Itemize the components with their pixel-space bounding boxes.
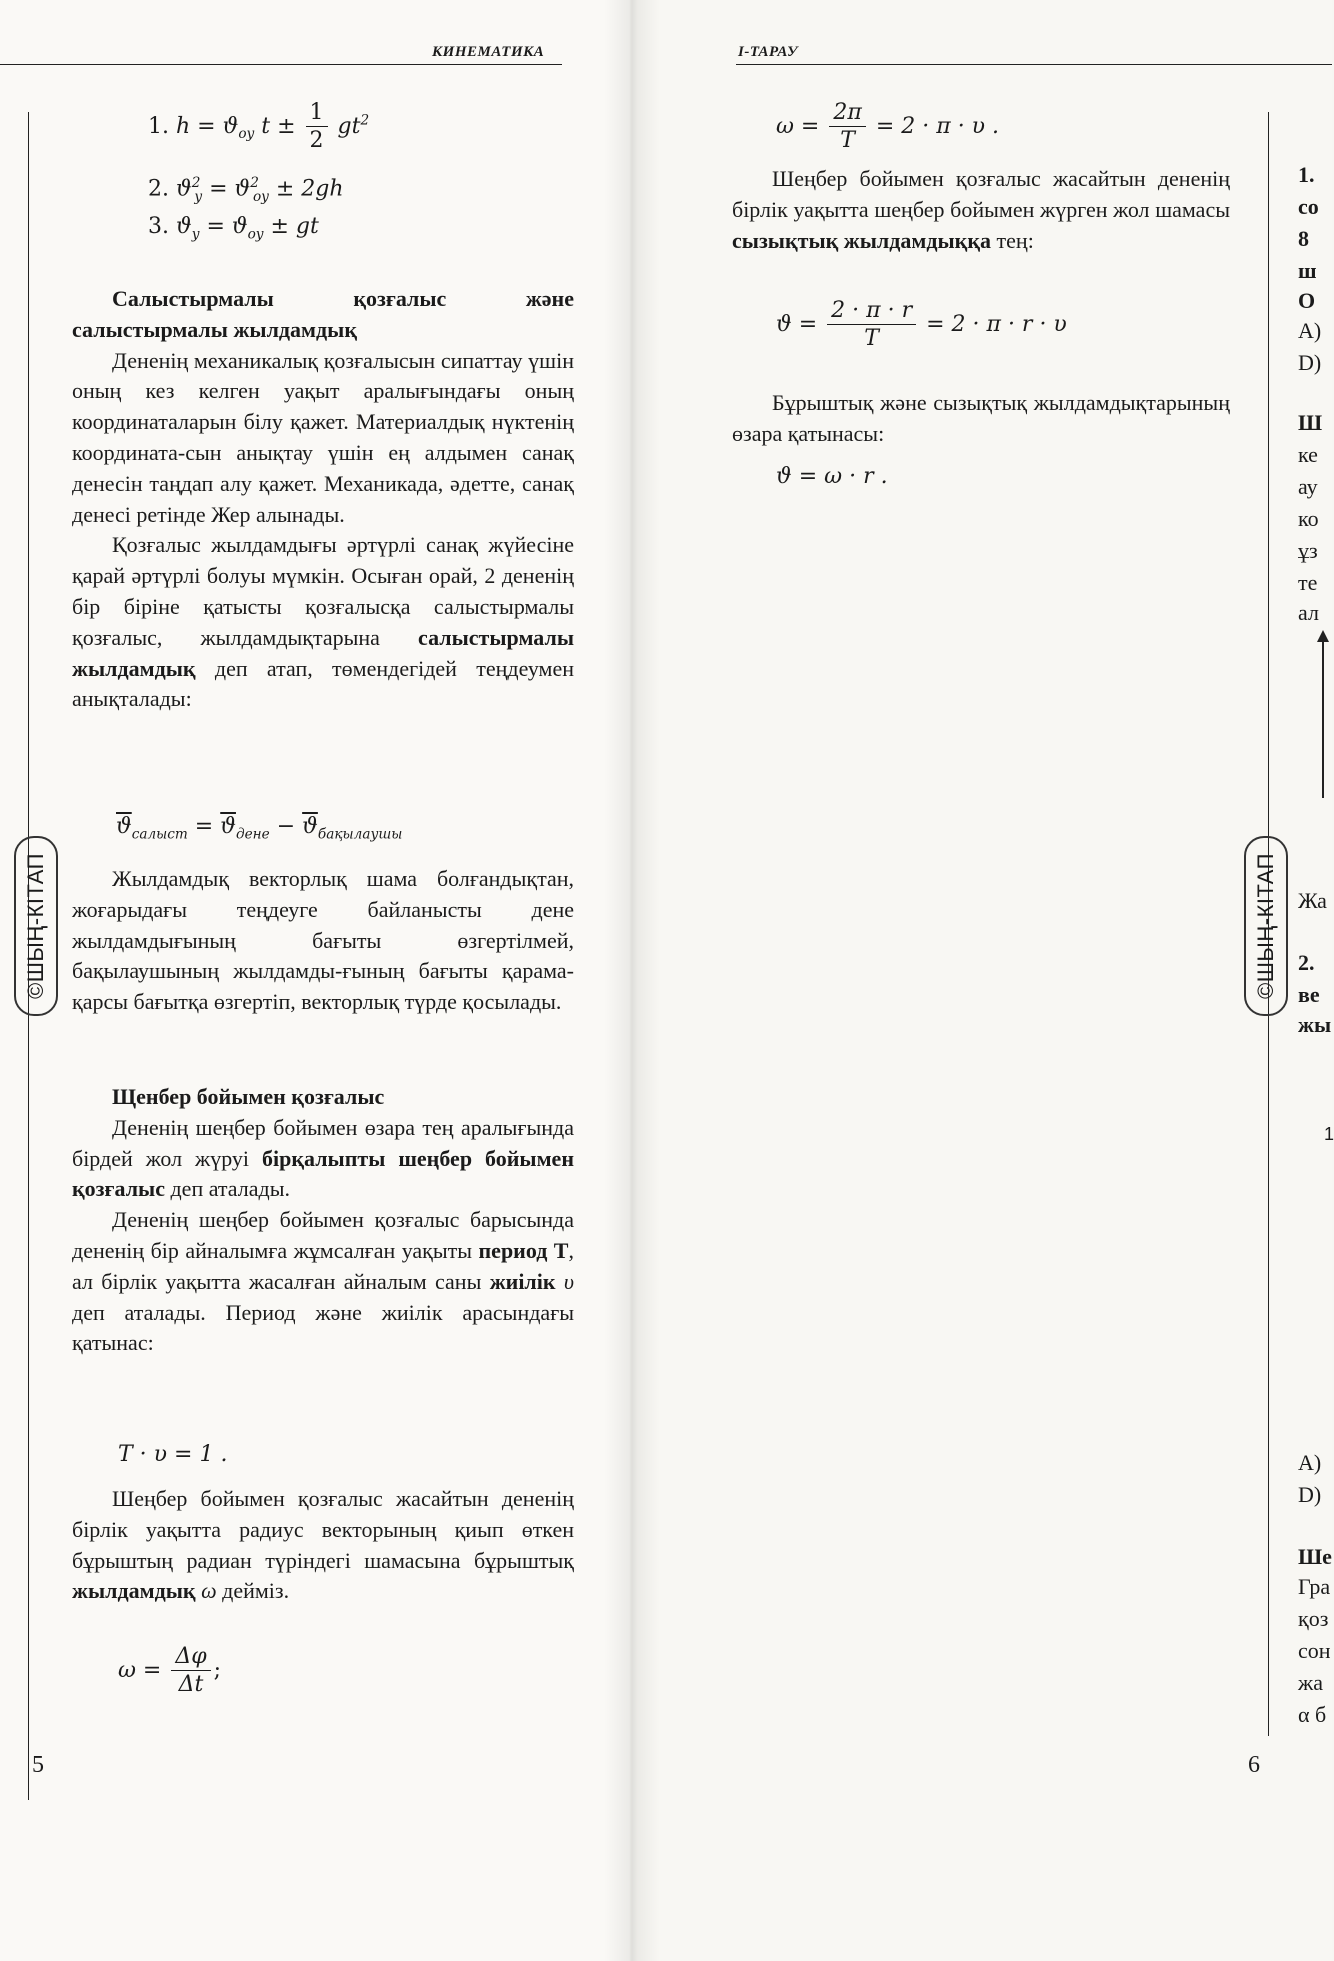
- formula-velocity: 3. $ϑ_y = ϑ_{оy}$ ± gt: [148, 214, 319, 243]
- clipped-fragment: О: [1298, 288, 1316, 313]
- right-running-head: І-ТАРАУ: [738, 44, 798, 60]
- clipped-fragment: D): [1298, 350, 1322, 375]
- section-linear-velocity: [732, 164, 1230, 256]
- formula-v-omega-r: ϑ = ω · r .: [776, 464, 888, 489]
- paragraph: Жылдамдық векторлық шама болғандықтан, жоғарыдағы теңдеуге байланысты дене жылдамдығының бағыты өзгертілмей, бақылаушының жылдамды-ғының бағыты қарама-қарсы бағытқа өзгертіп, векторлық түрде қосылады.: [72, 866, 574, 1015]
- section-relative-motion: [72, 284, 574, 715]
- paragraph: Дененің шеңбер бойымен қозғалыс барысында дененің бір айналымға жұмсалған уақыты период Т, ал бірлік уақытта жасалған айналым саны жиілік υ деп аталады. Период және жиілік арасындағы қатынас:: [72, 1207, 574, 1356]
- publisher-stamp-left: [14, 836, 58, 1016]
- clipped-fragment: 1.: [1298, 162, 1315, 187]
- clipped-fragment: Ше: [1298, 1544, 1332, 1569]
- paragraph: Шеңбер бойымен қозғалыс жасайтын дененің бірлік уақытта шеңбер бойымен жүрген жол шамасы сызықтық жылдамдыққа тең:: [732, 166, 1230, 253]
- clipped-fragment: жа: [1298, 1670, 1323, 1695]
- section-heading: Салыстырмалы қозғалыс және: [112, 286, 574, 311]
- publisher-stamp-right: [1244, 836, 1288, 1016]
- paragraph: Дененің механикалық қозғалысын сипаттау үшін оның кез келген уақыт аралығындағы оның координаталарын білу қажет. Материалдық нүктенің координата-сын анықтау үшін ең алдымен санақ денесін таңдап алу қажет. Механикада, әдетте, санақ денесі ретінде Жер алынады.: [72, 347, 574, 527]
- clipped-fragment: α б: [1298, 1702, 1327, 1727]
- clipped-fragment: Ш: [1298, 410, 1323, 435]
- next-page-clipped-text: [1298, 0, 1332, 1961]
- clipped-fragment: жы: [1298, 1012, 1332, 1037]
- clipped-figure-axis: [1322, 638, 1324, 798]
- clipped-fragment: ал: [1298, 600, 1319, 625]
- clipped-fragment: Гра: [1298, 1574, 1331, 1599]
- clipped-fragment: қоз: [1298, 1606, 1329, 1631]
- stamp-text: ©ШЫҢ-КІТАП: [1253, 853, 1278, 999]
- section-heading-line2: салыстырмалы жылдамдық: [72, 316, 358, 342]
- paragraph: Бұрыштық және сызықтық жылдамдықтарының өзара қатынасы:: [732, 390, 1230, 446]
- fraction-two-pi-over-t: $\frac{2\pi}{T}$: [829, 100, 865, 154]
- fraction-circumference-over-t: $\frac{2 \cdot \pi \cdot r}{T}$: [827, 298, 916, 352]
- right-header-rule: [736, 64, 1332, 65]
- right-page-number: 6: [1248, 1752, 1260, 1778]
- clipped-fragment: Жа: [1298, 888, 1327, 913]
- arrow-up-icon: [1317, 630, 1329, 642]
- formula-relative-velocity: $\overline{ϑ}_{салыст} = \overline{ϑ}_{дене} - \overline{ϑ}_{бақылаушы}$: [116, 814, 403, 843]
- fraction-one-half: $\frac{1}{2}$: [306, 100, 328, 154]
- left-running-head: КИНЕМАТИКА: [432, 44, 545, 60]
- left-header-rule: [0, 64, 562, 65]
- formula-omega-period: ω = $\frac{2\pi}{T}$ = 2 · π · υ .: [776, 100, 1000, 154]
- clipped-fragment: ұз: [1298, 538, 1318, 563]
- clipped-fragment: ке: [1298, 442, 1318, 467]
- paragraph: Шеңбер бойымен қозғалыс жасайтын дененің бірлік уақытта радиус векторының қиып өткен бұрыштың радиан түріндегі шамасына бұрыштық жылдамдық ω дейміз.: [72, 1486, 574, 1604]
- clipped-fragment: D): [1298, 1482, 1322, 1507]
- clipped-fragment: ко: [1298, 506, 1319, 531]
- formula-period-frequency: T · υ = 1 .: [118, 1442, 228, 1467]
- section-velocity-relation: [732, 388, 1230, 450]
- right-page: [630, 0, 1332, 1961]
- section-heading: Щенбер бойымен қозғалыс: [112, 1084, 385, 1109]
- clipped-fragment: те: [1298, 570, 1318, 595]
- clipped-fragment: 2.: [1298, 950, 1315, 975]
- clipped-fragment: ве: [1298, 982, 1320, 1007]
- fraction-delta: $\frac{\Delta\varphi}{\Delta t}$: [171, 1644, 210, 1698]
- paragraph: Қозғалыс жылдамдығы әртүрлі санақ жүйесіне қарай әртүрлі болуы мүмкін. Осыған орай, 2 дененің бір біріне қатысты қозғалысқа салыстырмалы қозғалыс, жылдамдықтарына салыстырмалы жылдамдық деп атап, төмендегідей теңдеумен анықталады:: [72, 532, 574, 712]
- formula-height: 1. $h = ϑ_{оy}$ t ± $\frac{1}{2}$ $gt^2$: [148, 100, 370, 154]
- clipped-fragment: 1: [1324, 1124, 1334, 1144]
- clipped-fragment: ш: [1298, 258, 1317, 283]
- clipped-fragment: А): [1298, 318, 1322, 343]
- section-relative-motion-cont: [72, 864, 574, 1018]
- section-angular-velocity: [72, 1484, 574, 1607]
- formula-angular-velocity: ω = $\frac{\Delta\varphi}{\Delta t}$ ;: [118, 1644, 222, 1698]
- clipped-fragment: 8: [1298, 226, 1309, 251]
- clipped-fragment: А): [1298, 1450, 1322, 1475]
- section-circular-motion: [72, 1082, 574, 1359]
- formula-linear-velocity: ϑ = $\frac{2 \cdot \pi \cdot r}{T}$ = 2 · π · r · υ: [776, 298, 1067, 352]
- clipped-fragment: со: [1298, 194, 1319, 219]
- stamp-text: ©ШЫҢ-КІТАП: [23, 853, 48, 999]
- formula-velocity-squared: 2. $ϑ^2_y = ϑ^2_{оy} \pm 2gh$: [148, 175, 344, 205]
- clipped-fragment: сон: [1298, 1638, 1331, 1663]
- paragraph: Дененің шеңбер бойымен өзара тең аралығында бірдей жол жүруі бірқалыпты шеңбер бойымен қозғалыс деп аталады.: [72, 1114, 574, 1202]
- clipped-fragment: ау: [1298, 474, 1318, 499]
- left-page-number: 5: [32, 1752, 44, 1778]
